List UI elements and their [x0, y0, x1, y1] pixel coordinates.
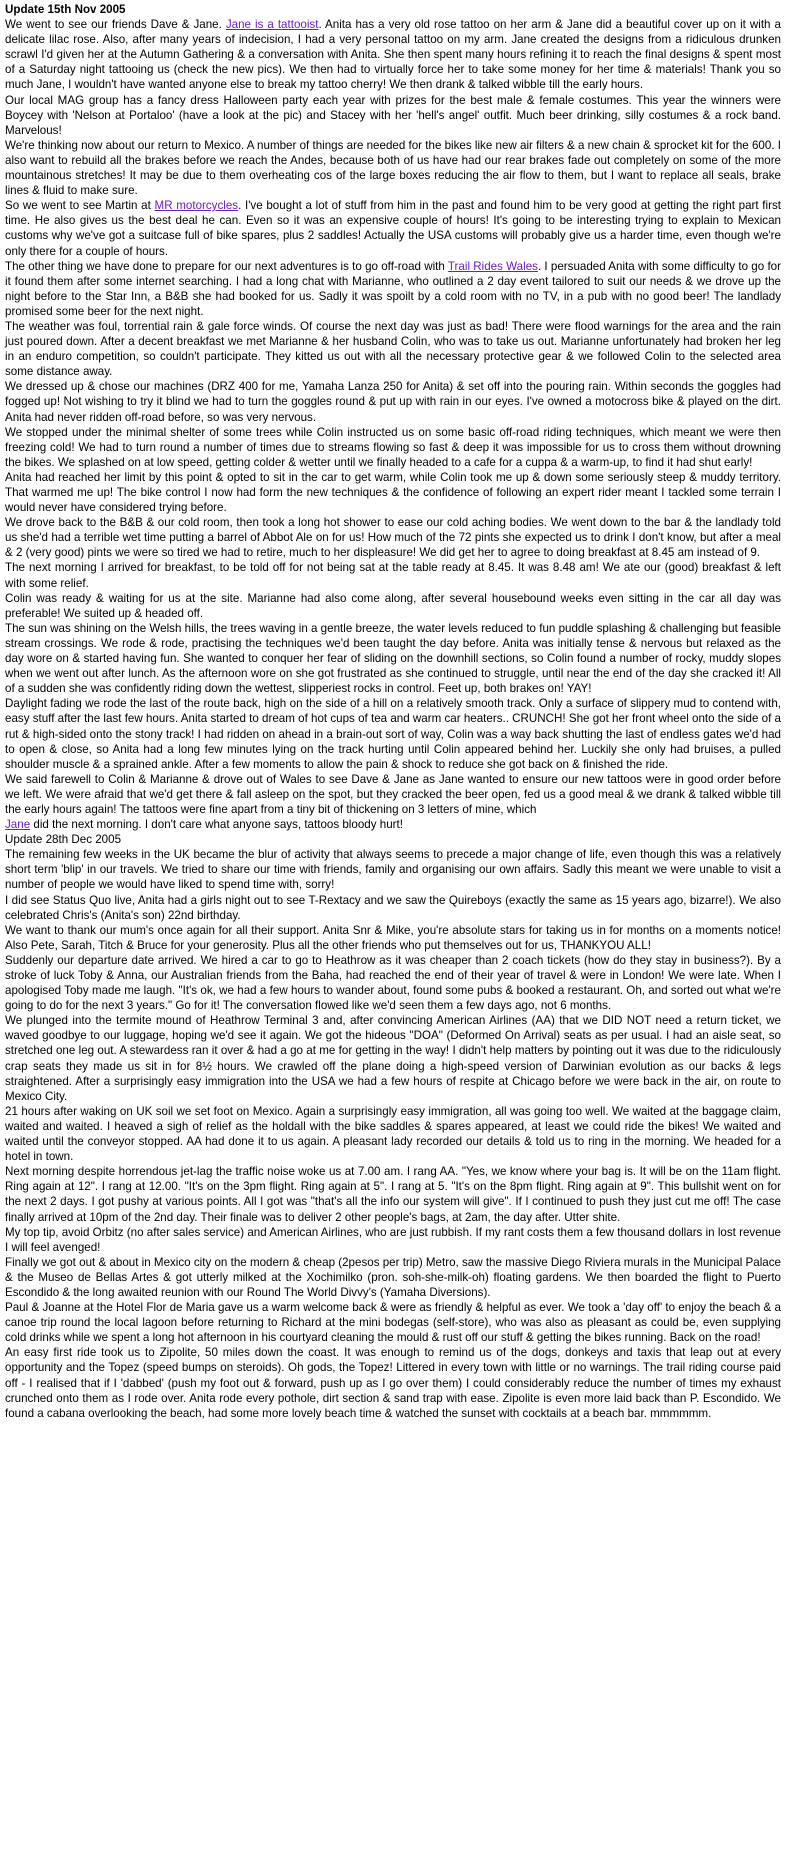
paragraph-lost-bag: Next morning despite horrendous jet-lag the traffic noise woke us at 7.00 am. I rang AA. "Yes, we know where your bag is. It will be on the 11am flight. Ring again at 12". I rang at 12.00. "It's on the 3pm flight. Ring again at 5". I rang at 5. "It's on the 8pm flight. Ring again at 9". This bullshit went on for the next 2 days. I got pushy at various points. All I got was "that's all the info our system will give". If I continued to push they just cut me off! The case finally arrived at 10pm of the 2nd day. Their finale was to deliver 2 other people's bags, at 2am, the day after. Utter shite. — [5, 1165, 781, 1224]
paragraph-text: did the next morning. I don't care what anyone says, tattoos bloody hurt! — [33, 818, 403, 832]
update-title: Update 15th Nov 2005 — [5, 3, 126, 16]
paragraph-text: . I've bought a lot of stuff from him in the past and found him to be very good at getting the right part first time. He also gives us the best deal he can. Even so it was an expensive couple of hours! It's going to be interesting trying to explain to Mexican customs why we've got a suitcase full of bike spares, plus 2 saddles! Actually the USA customs will probably give us a harder time, even though we're only there for a couple of hours. — [5, 199, 781, 258]
paragraph-mexico-prep: We're thinking now about our return to Mexico. A number of things are needed for the bikes like new air filters & a new chain & sprocket kit for the 600. I also want to rebuild all the brakes before we reach the Andes, because both of us have had our rear brakes fade out completely on some of the more mountainous stretches! It may be due to them overheating cos of the large boxes reducing the air flow to them, but I want to replace all seals, brake lines & fluid to make sure. — [5, 138, 781, 198]
paragraph-dress-up: We dressed up & chose our machines (DRZ 400 for me, Yamaha Lanza 250 for Anita) & set off into the pouring rain. Within seconds the goggles had fogged up! Not wishing to try it blind we had to turn the goggles round & put up with rain in our eyes. I've owned a motocross bike & played on the dirt. Anita had never ridden off-road before, so was very nervous. — [5, 380, 781, 424]
paragraph-crash: Daylight fading we rode the last of the route back, high on the side of a hill on a relatively smooth track. Only a surface of slippery mud to contend with, easy stuff after the last few hours. Anita started to dream of hot cups of tea and warm car heaters.. CRUNCH! She got her front wheel onto the side of a rut & high-sided onto the stony track! I had ridden on ahead in a brain-out sort of way, Colin was a way back shutting the last of endless gates we'd had to open & close, so Anita had a long few minutes lying on the track hurting until Colin appeared behind her. Luckily she only had bruises, a pulled shoulder muscle & a sprained ankle. After a few moments to allow the pain & shock to reduce she got back on & finished the ride. — [5, 697, 781, 771]
paragraph-mexico-city: Finally we got out & about in Mexico city on the modern & cheap (2pesos per trip) Metro, saw the massive Diego Riviera murals in the Municipal Palace & the Museo de Bellas Artes & got utterly milked at the Xochimilko (pron. soh-she-milk-oh) floating gardens. We then boarded the flight to Puerto Escondido & the long awaited reunion with our Round The World Divvy's (Yamaha Diversions). — [5, 1255, 781, 1299]
paragraph-status-quo: I did see Status Quo live, Anita had a girls night out to see T-Rextacy and we saw the Quireboys (exactly the same as 15 years ago, bizarre!). We also celebrated Chris's (Anita's son) 22nd birthday. — [5, 893, 781, 922]
paragraph-top-tip: My top tip, avoid Orbitz (no after sales service) and American Airlines, who are just rubbish. If my rant costs them a few thousand dollars in lost revenue I will feel avenged! — [5, 1225, 781, 1254]
paragraph-flor-de-maria: Paul & Joanne at the Hotel Flor de Maria gave us a warm welcome back & were as friendly & helpful as ever. We took a 'day off' to enjoy the beach & a canoe trip round the local lagoon before returning to Richard at the mini bodegas (self-store), who was also as pleasant as could be, even supplying cold drinks while we spent a long hot afternoon in his courtyard cleaning the mould & rust off our stuff & getting the bikes running. Back on the road! — [5, 1301, 781, 1345]
paragraph-thanks: We want to thank our mum's once again for all their support. Anita Snr & Mike, you're absolute stars for taking us in for months on a moments notice! Also Pete, Sarah, Titch & Bruce for your generosity. Plus all the other friends who put themselves out for us, THANKYOU ALL! — [5, 923, 781, 952]
paragraph-text: So we went to see Martin at — [5, 199, 151, 213]
paragraph-shelter: We stopped under the minimal shelter of some trees while Colin instructed us on some basic off-road riding techniques, which meant we were then freezing cold! We had to turn round a number of times due to streams flowing so fast & deep it was impossible for us to cross them without drowning the bikes. We splashed on at low speed, getting colder & wetter until we finally headed to a cafe for a cuppa & a warm-up, to find it had shut early! — [5, 425, 781, 469]
update-title: Update 28th Dec 2005 — [5, 833, 122, 847]
paragraph-departure: Suddenly our departure date arrived. We hired a car to go to Heathrow as it was cheaper than 2 coach tickets (how do they stay in business?). By a stroke of luck Toby & Anna, our Australian friends from the Baha, had reached the end of their year of travel & were in London! We were late. When I apologised Toby made me laugh. "It's ok, we had a few hours to wander about, found some pubs & booked a restaurant. Oh, and sorted out what we're going to do for the next 3 years." Go for it! The conversation flowed like we'd seen them a few days ago, not 6 months. — [5, 953, 781, 1013]
paragraph-zipolite: An easy first ride took us to Zipolite, 50 miles down the coast. It was enough to remind us of the dogs, donkeys and taxis that leap out at every opportunity and the Topez (speed bumps on steroids). Oh gods, the Topez! Littered in every town with little or no warnings. The trail riding course paid off - I realised that if I 'dabbed' (push my foot out & forward, push up as I go over them) I could considerably reduce the number of times my exhaust crunched onto them as I rode over. Anita rode every pothole, dirt section & sand trap with ease. Zipolite is even more laid back than P. Escondido. We found a cabana overlooking the beach, had some more lovely beach time & watched the sunset with cocktails at a beach bar. mmmmmm. — [5, 1346, 781, 1420]
paragraph-tattoo — [5, 17, 781, 92]
paragraph-halloween: Our local MAG group has a fancy dress Halloween party each year with prizes for the best male & female costumes. This year the winners were Boycey with 'Nelson at Portaloo' (have a look at the pic) and Stacey with her 'hell's angel' outfit. Much beer drinking, silly costumes & a rock band. Marvelous! — [5, 93, 781, 137]
trail-rides-wales-link[interactable]: Trail Rides Wales — [447, 259, 538, 273]
paragraph-text: . Anita has a very old rose tattoo on her arm & Jane did a beautiful cover up on it with a delicate lilac rose. Also, after many years of indecision, I had a very personal tattoo on my arm. Jane created the designs from a ridiculous drunken scrawl I'd given her at the Autumn Gathering & a conversation with Anita. She then spent many hours refining it to reach the final designs & spent most of a Saturday night tattooing us (check the new pics). We then had to virtually force her to take some money for her time & materials! Thank you so much Jane, I wouldn't have wanted anyone else to break my tattoo cherry! We then drank & talked wibble till the early hours. — [5, 18, 781, 92]
paragraph-mr-motorcycles — [5, 198, 781, 258]
paragraph-text: We went to see our friends Dave & Jane. — [5, 18, 222, 32]
paragraph-text: We said farewell to Colin & Marianne & drove out of Wales to see Dave & Jane as Jane wanted to ensure our new tattoos were in good order before we left. We were afraid that we'd get there & fall asleep on the spot, but they cracked the beer open, fed us a good meal & we drank & talked wibble till the early hours again! The tattoos were fine apart from a tiny bit of thickening on 3 letters of mine, which — [5, 772, 781, 816]
paragraph-weather: The weather was foul, torrential rain & gale force winds. Of course the next day was just as bad! There were flood warnings for the area and the rain just poured down. After a decent breakfast we met Marianne & her husband Colin, who was to take us out. Marianne unfortunately had broken her leg in an enduro competition, so couldn't participate. They kitted us out with all the necessary protective gear & we followed Colin to the selected area some distance away. — [5, 319, 781, 379]
paragraph-anita-limit: Anita had reached her limit by this point & opted to sit in the car to get warm, while Colin took me up & down some seriously steep & muddy territory. That warmed me up! The bike control I now had form the new techniques & the confidence of following an expert rider meant I tackled some terrain I would never have considered trying before. — [5, 470, 781, 515]
paragraph-arrival: 21 hours after waking on UK soil we set foot on Mexico. Again a surprisingly easy immigration, all was going too well. We waited at the baggage claim, waited and waited. I heaved a sigh of relief as the holdall with the bike saddles & spares appeared, at least we could ride the bikes! We waited and waited until the conveyor stopped. AA had done it to us again. A pleasant lady recorded our details & told us to ring in the morning. We headed for a hotel in town. — [5, 1104, 781, 1164]
jane-tattooist-link[interactable]: Jane is a tattooist — [225, 18, 319, 32]
paragraph-welsh-hills: The sun was shining on the Welsh hills, the trees waving in a gentle breeze, the water levels reduced to fun puddle splashing & challenging but feasible stream crossings. We rode & rode, practising the techniques we'd been taught the day before. Anita was initially tense & nervous but relaxed as the day wore on & started having fun. She wanted to conquer her fear of sliding on the downhill sections, so Colin found a number of rocky, muddy slopes when we went out after lunch. As the afternoon wore on she got frustrated as she continued to struggle, until near the end of the day she cracked it! All of a sudden she was confidently riding down the wettest, slipperiest rocks in control. Feet up, both brakes on! YAY! — [5, 621, 781, 696]
paragraph-breakfast: The next morning I arrived for breakfast, to be told off for not being sat at the table ready at 8.45. It was 8.48 am! We ate our (good) breakfast & left with some relief. — [5, 561, 781, 590]
paragraph-trail-rides — [5, 259, 781, 319]
paragraph-remaining-weeks: The remaining few weeks in the UK became the blur of activity that always seems to precede a major change of life, even though this was a relatively short term 'blip' in our travels. We tried to share our time with friends, family and organising our own affairs. Sadly this meant we were unable to visit a number of people we would have liked to spend time with, sorry! — [5, 848, 781, 892]
paragraph-text: The other thing we have done to prepare for our next adventures is to go off-road with — [5, 259, 445, 273]
paragraph-heathrow: We plunged into the termite mound of Heathrow Terminal 3 and, after convincing American Airlines (AA) that we DID NOT need a return ticket, we waved goodbye to our luggage, hoping we'd see it again. We got the hideous "DOA" (Deformed On Arrival) seats as per usual. I had an aisle seat, so stretched one leg out. A stewardess ran it over & had a go at me for getting in the way! I didn't help matters by pointing out it was due to the ridiculously crap seats they made us sit in for 8½ hours. We crawled off the plane doing a high-speed version of Darwinian evolution as our backs & legs straightened. After a surprisingly easy immigration into the USA we had a few hours of respite at Chicago before we were back in the air, on route to Mexico City. — [5, 1014, 781, 1103]
jane-link[interactable]: Jane — [5, 818, 31, 832]
paragraph-farewell — [5, 772, 781, 832]
paragraph-text: . I persuaded Anita with some difficulty to go for it found them after some internet searching. I had a long chat with Marianne, who outlined a 2 day event tailored to suit our needs & we drove up the night before to the Star Inn, a B&B she had booked for us. Sadly it was spoilt by a cold room with no TV, in a pub with no good beer! The landlady promised some beer for the next night. — [5, 259, 781, 318]
paragraph-bnb: We drove back to the B&B & our cold room, then took a long hot shower to ease our cold aching bodies. We went down to the bar & the landlady told us she'd had a terrible wet time putting a barrel of Abbot Ale on for us! How much of the 72 pints she expected us to drink I don't know, but after a meal & 2 (very good) pints we were so tired we had to retire, much to her displeasure! We did get her to agree to doing breakfast at 8.45 am instead of 9. — [5, 516, 781, 560]
paragraph-colin-ready: Colin was ready & waiting for us at the site. Marianne had also come along, after several housebound weeks even sitting in the car all day was preferable! We suited up & headed off. — [5, 591, 781, 620]
mr-motorcycles-link[interactable]: MR motorcycles — [154, 199, 239, 213]
